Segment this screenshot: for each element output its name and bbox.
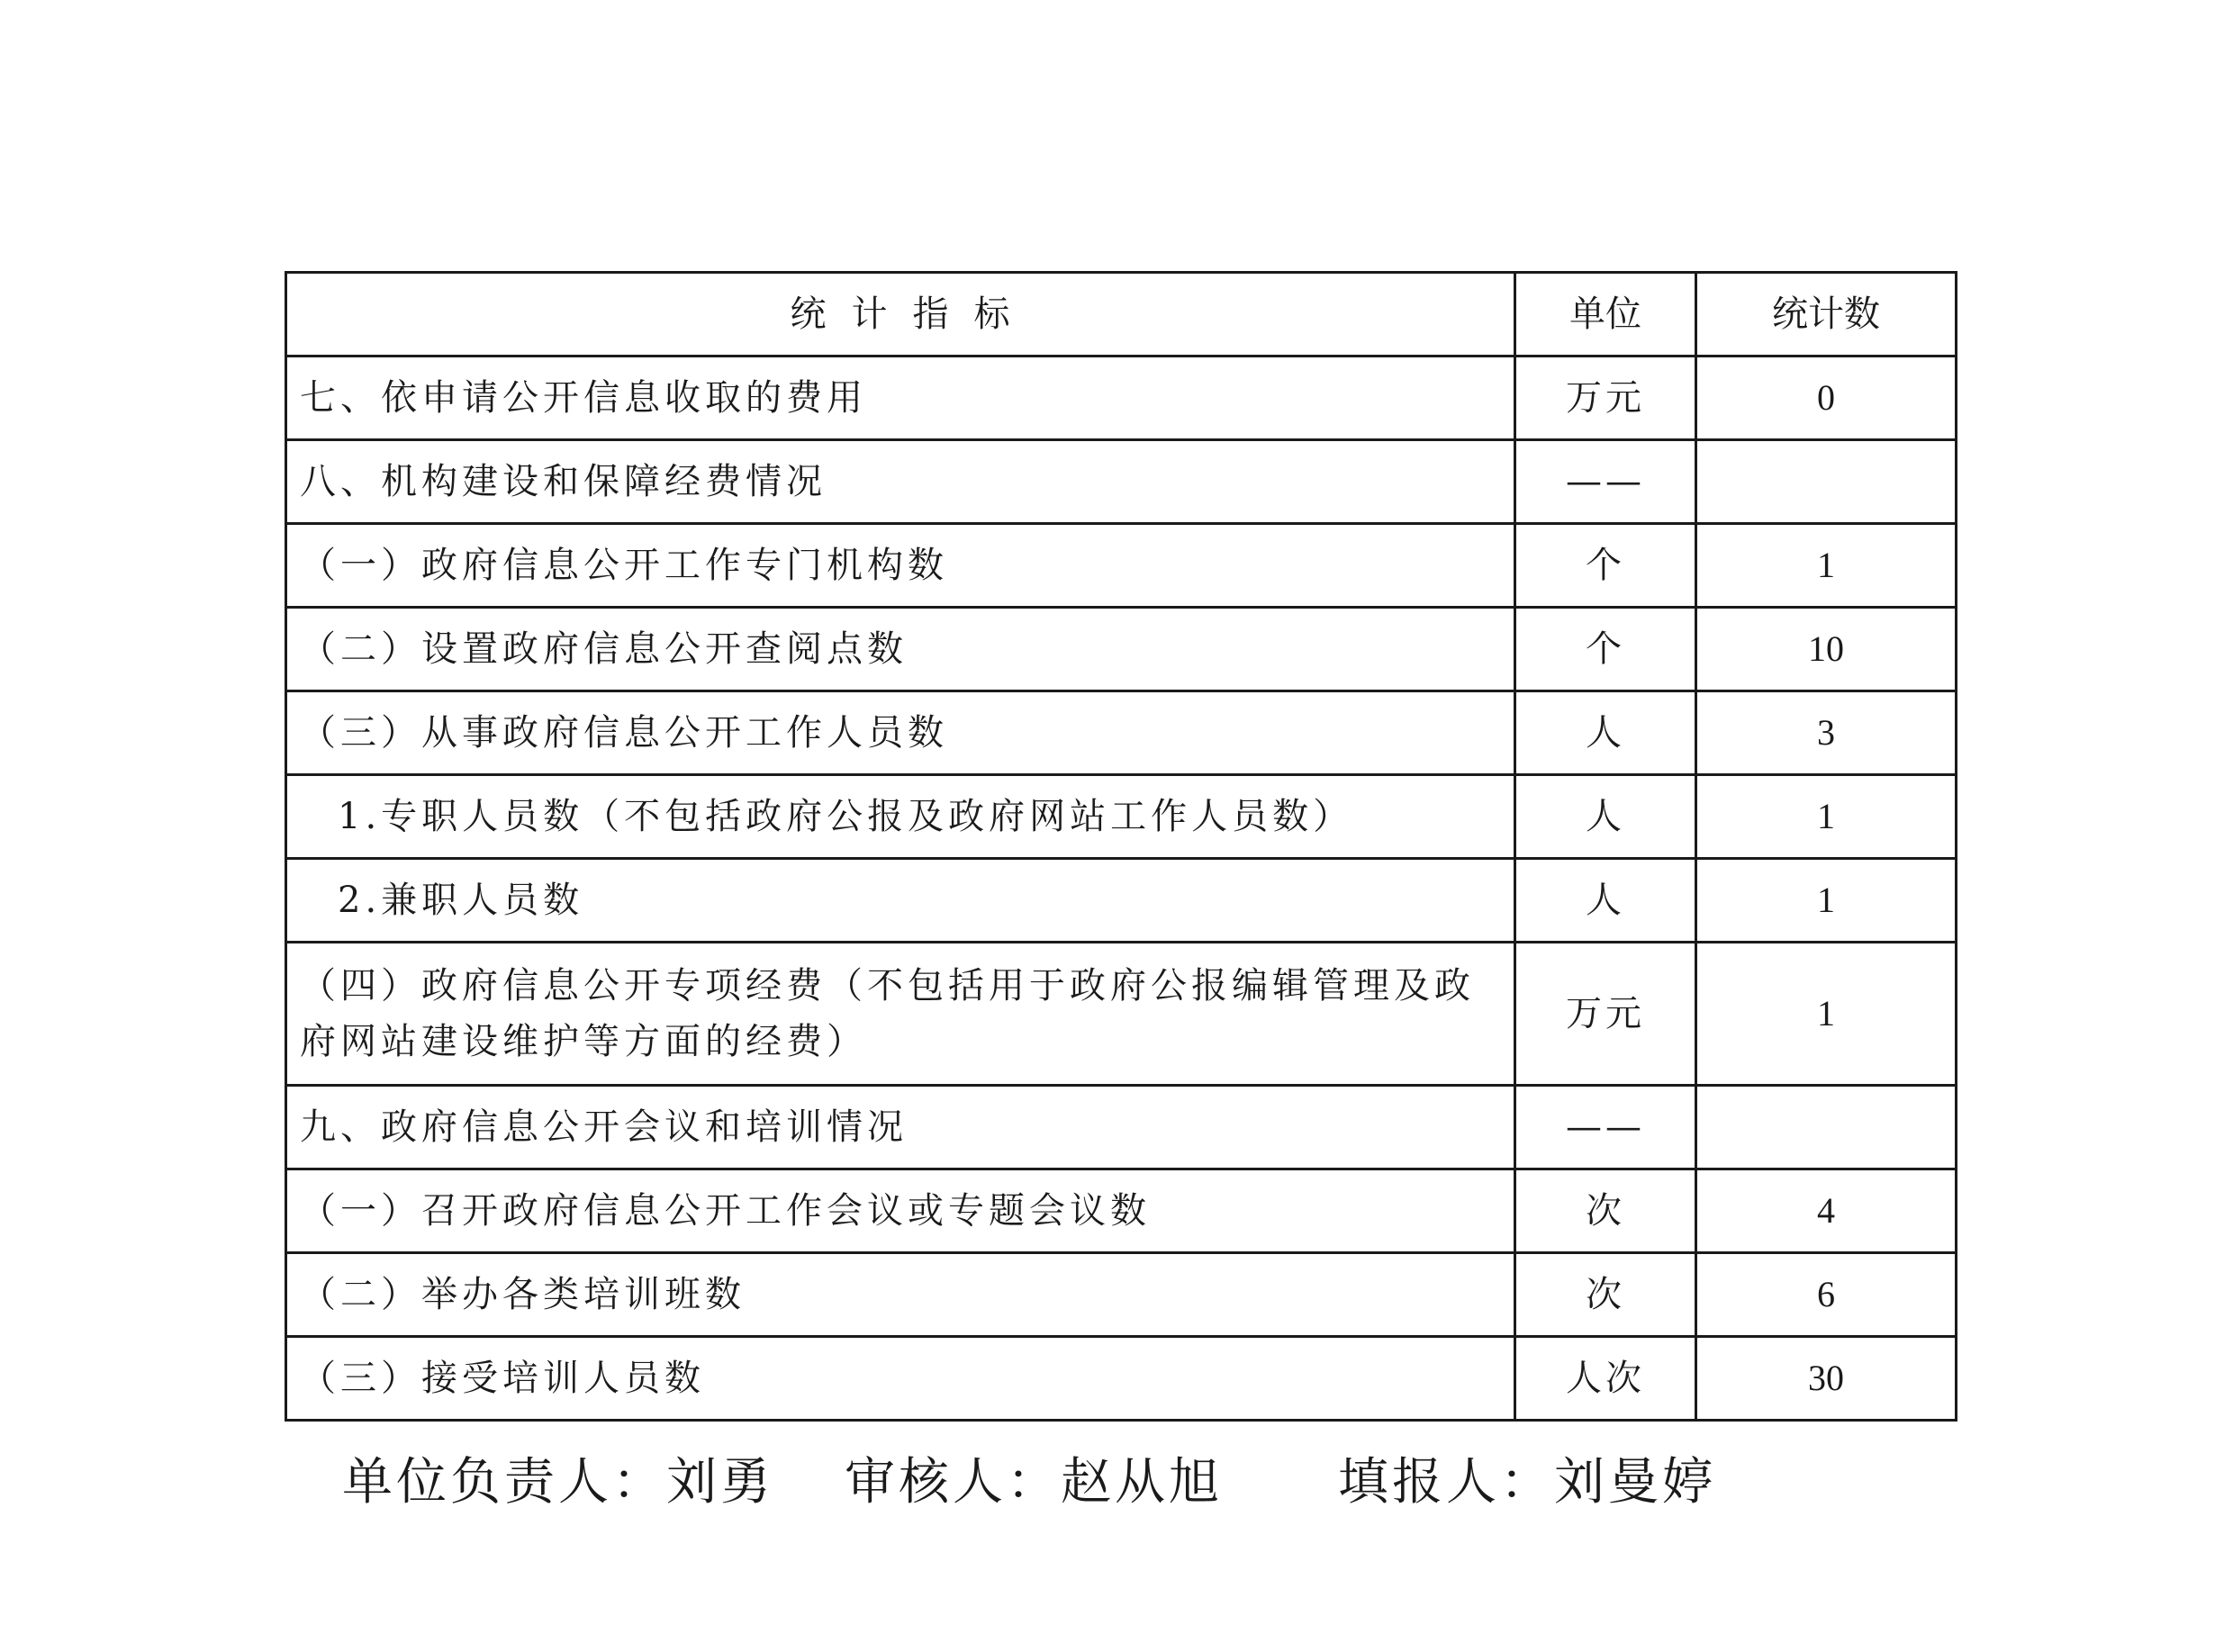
row-count: 30 <box>1696 1337 1957 1421</box>
row-unit: 人次 <box>1515 1337 1696 1421</box>
header-count: 统计数 <box>1696 273 1957 357</box>
row-indicator: （一）政府信息公开工作专门机构数 <box>286 524 1515 608</box>
table-row <box>286 440 1957 524</box>
reporter: 填报人：刘曼婷 <box>1338 1453 1716 1512</box>
table-row <box>286 691 1957 775</box>
table-row <box>286 1169 1957 1253</box>
row-unit: 次 <box>1515 1169 1696 1253</box>
row-indicator: 九、政府信息公开会议和培训情况 <box>286 1086 1515 1169</box>
table-row <box>286 775 1957 859</box>
row-unit: 万元 <box>1515 943 1696 1086</box>
header-unit: 单位 <box>1515 273 1696 357</box>
row-indicator: （三）接受培训人员数 <box>286 1337 1515 1421</box>
signature-line <box>342 1451 1716 1514</box>
reviewer: 审核人：赵从旭 <box>845 1453 1223 1512</box>
table-row <box>286 859 1957 943</box>
statistics-table <box>285 271 1957 1422</box>
row-count: 0 <box>1696 357 1957 440</box>
row-unit: —— <box>1515 1086 1696 1169</box>
responsible-person: 单位负责人：刘勇 <box>342 1453 774 1512</box>
table-row <box>286 524 1957 608</box>
row-count: 10 <box>1696 608 1957 691</box>
header-indicator: 统计指标 <box>286 273 1515 357</box>
row-count: 6 <box>1696 1253 1957 1337</box>
row-count: 1 <box>1696 524 1957 608</box>
table-row <box>286 357 1957 440</box>
row-unit: 次 <box>1515 1253 1696 1337</box>
row-unit: 人 <box>1515 691 1696 775</box>
row-indicator: （二）举办各类培训班数 <box>286 1253 1515 1337</box>
table-row <box>286 943 1957 1086</box>
row-indicator: （二）设置政府信息公开查阅点数 <box>286 608 1515 691</box>
row-count: 4 <box>1696 1169 1957 1253</box>
row-indicator: 2.兼职人员数 <box>286 859 1515 943</box>
row-count <box>1696 440 1957 524</box>
row-count <box>1696 1086 1957 1169</box>
row-count: 1 <box>1696 775 1957 859</box>
table-row <box>286 1253 1957 1337</box>
row-unit: —— <box>1515 440 1696 524</box>
row-unit: 万元 <box>1515 357 1696 440</box>
row-indicator: （三）从事政府信息公开工作人员数 <box>286 691 1515 775</box>
row-indicator: 七、依申请公开信息收取的费用 <box>286 357 1515 440</box>
table-row <box>286 608 1957 691</box>
row-indicator: 1.专职人员数（不包括政府公报及政府网站工作人员数） <box>286 775 1515 859</box>
row-unit: 人 <box>1515 775 1696 859</box>
table-header-row <box>286 273 1957 357</box>
row-unit: 人 <box>1515 859 1696 943</box>
row-count: 1 <box>1696 859 1957 943</box>
row-indicator: 八、机构建设和保障经费情况 <box>286 440 1515 524</box>
row-indicator: （一）召开政府信息公开工作会议或专题会议数 <box>286 1169 1515 1253</box>
row-count: 3 <box>1696 691 1957 775</box>
row-count: 1 <box>1696 943 1957 1086</box>
row-unit: 个 <box>1515 608 1696 691</box>
table-row <box>286 1086 1957 1169</box>
row-unit: 个 <box>1515 524 1696 608</box>
row-indicator: （四）政府信息公开专项经费（不包括用于政府公报编辑管理及政府网站建设维护等方面的经费） <box>286 943 1515 1086</box>
table-row <box>286 1337 1957 1421</box>
